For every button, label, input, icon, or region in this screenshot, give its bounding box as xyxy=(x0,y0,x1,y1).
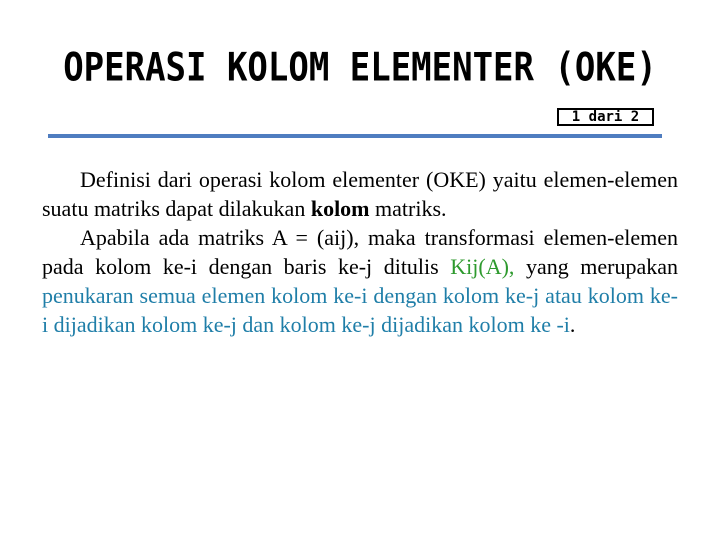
transformation-text-b: yang merupakan xyxy=(514,254,679,279)
kij-notation: Kij(A), xyxy=(450,254,515,279)
transformation-end: . xyxy=(569,312,576,337)
transformation-paragraph xyxy=(42,223,678,339)
swap-description: penukaran semua elemen kolom ke-i dengan kolom ke-j atau kolom ke-i dijadikan kolom ke-j dan kolom ke-j dijadikan kolom ke -i xyxy=(42,283,678,337)
slide-body xyxy=(42,165,678,339)
definition-text-a: Definisi dari operasi kolom elementer (OKE) yaitu elemen-elemen suatu matriks dapat dilakukan xyxy=(42,167,678,221)
slide-title: OPERASI KOLOM ELEMENTER (OKE) xyxy=(63,45,657,91)
title-divider xyxy=(48,134,662,138)
transformation-text-a: Apabila ada matriks A = (aij), maka transformasi elemen-elemen pada kolom ke-i dengan baris ke-j ditulis xyxy=(42,225,678,279)
definition-paragraph xyxy=(42,165,678,223)
definition-text-b: matriks. xyxy=(369,196,447,221)
page-indicator: 1 dari 2 xyxy=(557,108,654,126)
definition-bold-word: kolom xyxy=(310,196,370,221)
